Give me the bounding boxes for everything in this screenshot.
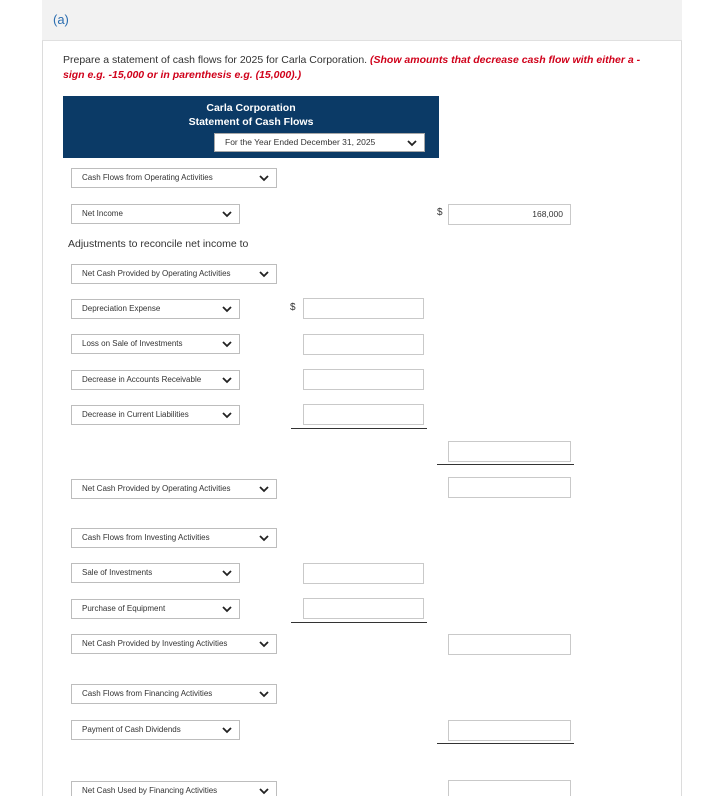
adjustments-total-input[interactable] xyxy=(448,441,571,462)
period-select[interactable] xyxy=(214,133,425,152)
adjustments-select[interactable] xyxy=(71,264,277,284)
chevron-down-icon xyxy=(258,532,270,544)
operating-header-select[interactable] xyxy=(71,168,277,188)
dollar-sign: $ xyxy=(290,302,296,313)
part-label: (a) xyxy=(53,12,69,27)
purchase-equipment-select[interactable] xyxy=(71,599,240,619)
select-value: Net Cash Used by Financing Activities xyxy=(82,786,218,795)
instructions-note: (Show amounts that decrease cash flow with either a - sign e.g. -15,000 or in parenthesis e.g. (15,000).) xyxy=(63,54,641,81)
net-operating-select[interactable] xyxy=(71,479,277,499)
net-income-amount-input[interactable]: 168,000 xyxy=(448,204,571,225)
loss-on-sale-amount-input[interactable] xyxy=(303,334,424,355)
payment-dividends-amount-input[interactable] xyxy=(448,720,571,741)
chevron-down-icon xyxy=(258,172,270,184)
net-financing-amount-input[interactable] xyxy=(448,780,571,796)
select-value: Net Cash Provided by Operating Activities xyxy=(82,484,231,493)
select-value: Sale of Investments xyxy=(82,568,153,577)
select-value: Loss on Sale of Investments xyxy=(82,339,183,348)
select-value: Net Cash Provided by Investing Activities xyxy=(82,639,228,648)
company-name: Carla Corporation xyxy=(206,102,296,114)
net-operating-amount-input[interactable] xyxy=(448,477,571,498)
net-income-select[interactable] xyxy=(71,204,240,224)
select-value: Decrease in Accounts Receivable xyxy=(82,375,202,384)
statement-title: Statement of Cash Flows xyxy=(188,116,314,128)
chevron-down-icon xyxy=(221,303,233,315)
decrease-cl-amount-input[interactable] xyxy=(303,404,424,425)
financing-header-select[interactable] xyxy=(71,684,277,704)
chevron-down-icon xyxy=(258,688,270,700)
decrease-ar-select[interactable] xyxy=(71,370,240,390)
chevron-down-icon xyxy=(406,137,418,149)
depreciation-select[interactable] xyxy=(71,299,240,319)
sale-investments-amount-input[interactable] xyxy=(303,563,424,584)
loss-on-sale-select[interactable] xyxy=(71,334,240,354)
chevron-down-icon xyxy=(221,208,233,220)
chevron-down-icon xyxy=(221,724,233,736)
purchase-equipment-amount-input[interactable] xyxy=(303,598,424,619)
chevron-down-icon xyxy=(221,338,233,350)
instructions xyxy=(63,53,653,83)
payment-dividends-select[interactable] xyxy=(71,720,240,740)
chevron-down-icon xyxy=(258,483,270,495)
part-header xyxy=(42,0,682,41)
select-value: Cash Flows from Financing Activities xyxy=(82,689,213,698)
chevron-down-icon xyxy=(258,638,270,650)
subtotal-rule xyxy=(291,428,427,429)
chevron-down-icon xyxy=(258,785,270,796)
adjustments-label: Adjustments to reconcile net income to xyxy=(68,238,249,250)
net-financing-select[interactable] xyxy=(71,781,277,796)
chevron-down-icon xyxy=(221,409,233,421)
instructions-text: Prepare a statement of cash flows for 2025 for Carla Corporation. xyxy=(63,54,368,66)
chevron-down-icon xyxy=(221,374,233,386)
subtotal-rule xyxy=(437,743,574,744)
select-value: Net Cash Provided by Operating Activities xyxy=(82,269,231,278)
select-value: Depreciation Expense xyxy=(82,304,161,313)
net-investing-amount-input[interactable] xyxy=(448,634,571,655)
sale-investments-select[interactable] xyxy=(71,563,240,583)
chevron-down-icon xyxy=(221,603,233,615)
select-value: Cash Flows from Operating Activities xyxy=(82,173,213,182)
net-investing-select[interactable] xyxy=(71,634,277,654)
subtotal-rule xyxy=(291,622,427,623)
dollar-sign: $ xyxy=(437,207,443,218)
decrease-cl-select[interactable] xyxy=(71,405,240,425)
select-value: Decrease in Current Liabilities xyxy=(82,410,189,419)
select-value: Net Income xyxy=(82,209,123,218)
chevron-down-icon xyxy=(221,567,233,579)
decrease-ar-amount-input[interactable] xyxy=(303,369,424,390)
select-value: Payment of Cash Dividends xyxy=(82,725,181,734)
investing-header-select[interactable] xyxy=(71,528,277,548)
chevron-down-icon xyxy=(258,268,270,280)
depreciation-amount-input[interactable] xyxy=(303,298,424,319)
select-value: Purchase of Equipment xyxy=(82,604,166,613)
subtotal-rule xyxy=(437,464,574,465)
select-value: Cash Flows from Investing Activities xyxy=(82,533,210,542)
period-select-value: For the Year Ended December 31, 2025 xyxy=(225,137,376,147)
